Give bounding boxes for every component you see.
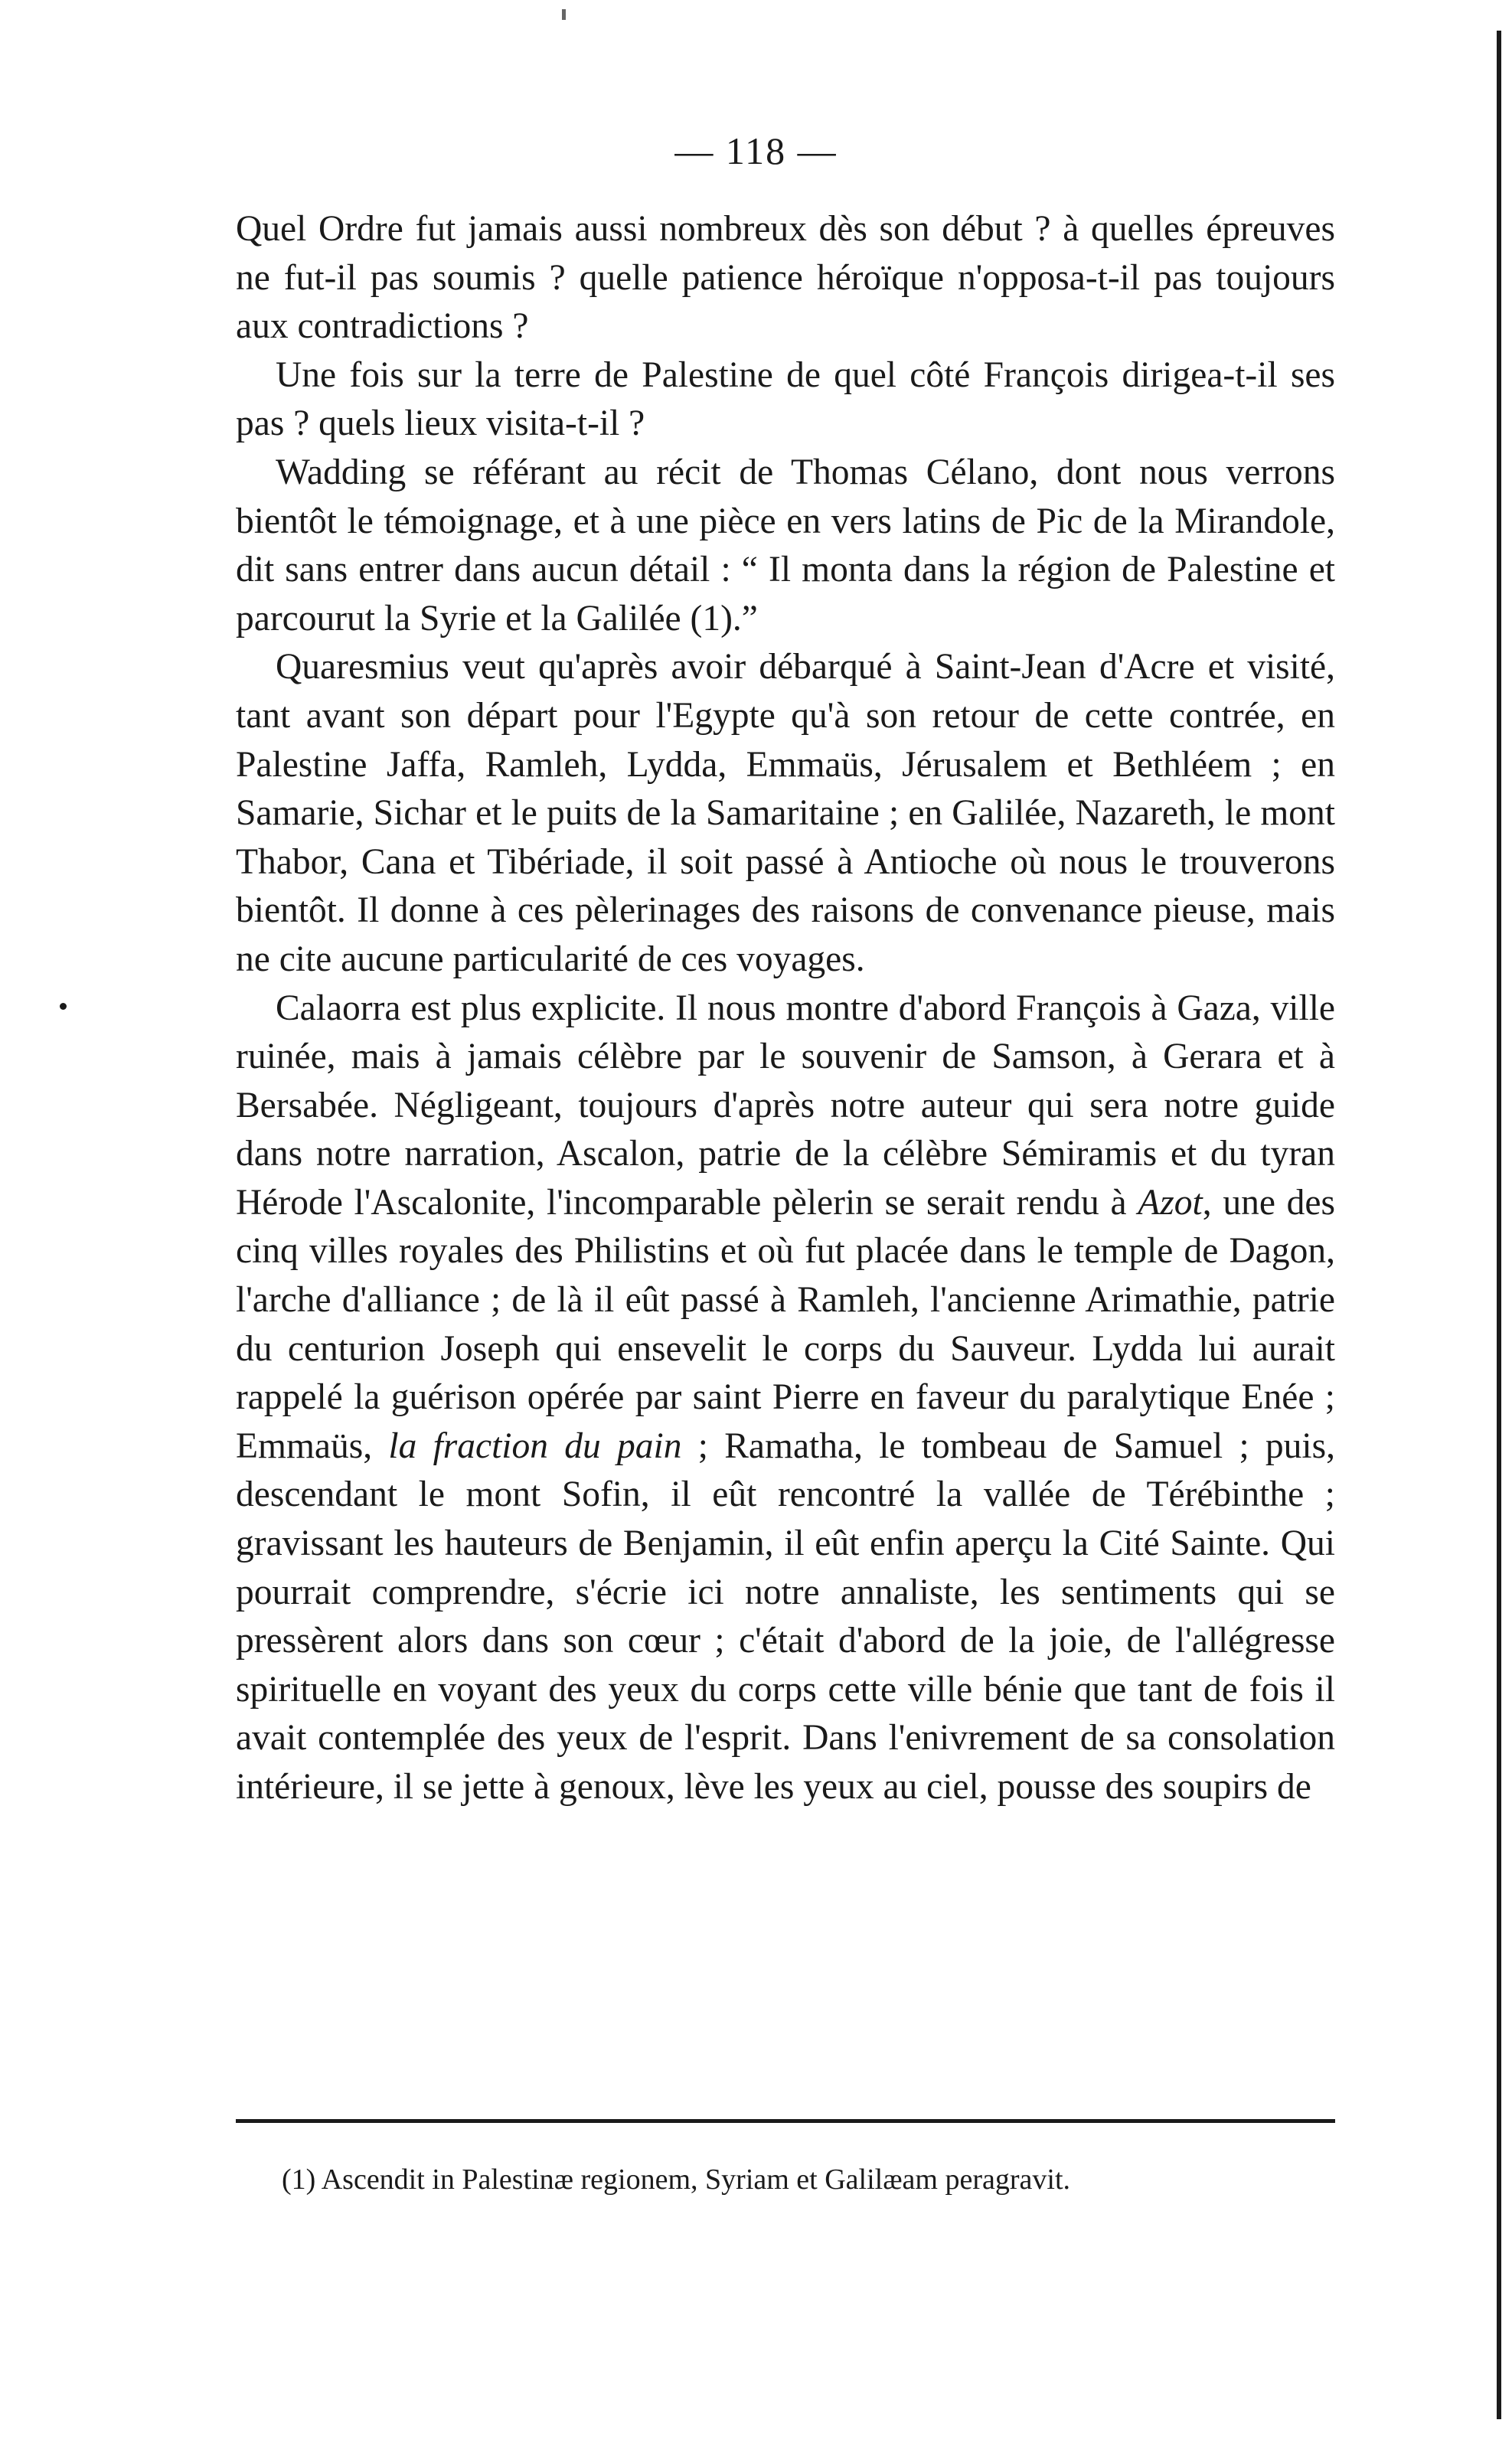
paragraph-5-part-2: , une des cinq villes royales des Philistins et où fut placée dans le temple de Dagon, l'arche d'alliance ; de là il eût passé à Ramleh, l'ancienne Arimathie, patrie du centurion Joseph qui ensevelit le corps du Sauveur. Lydda lui aurait rappelé la guérison opérée par saint Pierre en faveur du paralytique Enée ; Emmaüs, [236, 1182, 1335, 1466]
paragraph-5-italic-1: Azot [1138, 1182, 1203, 1223]
paragraph-2: Une fois sur la terre de Palestine de quel côté François dirigea-t-il ses pas ? quels lieux visita-t-il ? [236, 354, 1335, 444]
paragraph-5-italic-2: la fraction du pain [388, 1425, 682, 1466]
paragraph-5-part-3: ; Ramatha, le tombeau de Samuel ; puis, descendant le mont Sofin, il eût rencontré la vallée de Térébinthe ; gravissant les hauteurs de Benjamin, il eût enfin aperçu la Cité Sainte. Qui pourrait comprendre, s'écrie ici notre annaliste, les sentiments qui se pressèrent alors dans son cœur ; c'était d'abord de la joie, de l'allégresse spirituelle en voyant des yeux du corps cette ville bénie que tant de fois il avait contemplée des yeux de l'esprit. Dans l'enivrement de sa consolation intérieure, il se jette à genoux, lève les yeux au ciel, pousse des soupirs de [236, 1425, 1335, 1807]
paragraph-5 [236, 985, 1335, 1812]
paragraph-3: Wadding se référant au récit de Thomas Célano, dont nous verrons bientôt le témoignage, et à une pièce en vers latins de Pic de la Mirandole, dit sans entrer dans aucun détail : “ Il monta dans la région de Palestine et parcourut la Syrie et la Galilée (1).” [236, 452, 1335, 638]
footnote-marker: (1) [282, 2164, 316, 2196]
footnote-divider [236, 2119, 1335, 2123]
paragraph-1: Quel Ordre fut jamais aussi nombreux dès son début ? à quelles épreuves ne fut-il pas soumis ? quelle patience héroïque n'opposa-t-il pas toujours aux contradictions ? [236, 209, 1335, 347]
footnote [282, 2160, 1354, 2199]
ink-speck [562, 9, 566, 20]
body-text [236, 205, 1335, 1812]
page-number: — 118 — [674, 129, 838, 172]
footnote-text: Ascendit in Palestinæ regionem, Syriam et Galilæam peragravit. [321, 2164, 1070, 2196]
paragraph-5-part-1: Calaorra est plus explicite. Il nous montre d'abord François à Gaza, ville ruinée, mais à jamais célèbre par le souvenir de Samson, à Gerara et à Bersabée. Négligeant, toujours d'après notre auteur qui sera notre guide dans notre narration, Ascalon, patrie de la célèbre Sémiramis et du tyran Hérode l'Ascalonite, l'incomparable pèlerin se serait rendu à [236, 988, 1335, 1223]
paragraph-4: Quaresmius veut qu'après avoir débarqué à Saint-Jean d'Acre et visité, tant avant son départ pour l'Egypte qu'à son retour de cette contrée, en Palestine Jaffa, Ramleh, Lydda, Emmaüs, Jérusalem et Bethléem ; en Samarie, Sichar et le puits de la Samaritaine ; en Galilée, Nazareth, le mont Thabor, Cana et Tibériade, il soit passé à Antioche où nous le trouverons bientôt. Il donne à ces pèlerinages des raisons de convenance pieuse, mais ne cite aucune particularité de ces voyages. [236, 647, 1335, 979]
page-edge-line [1497, 31, 1501, 2419]
margin-dot [60, 1003, 67, 1010]
